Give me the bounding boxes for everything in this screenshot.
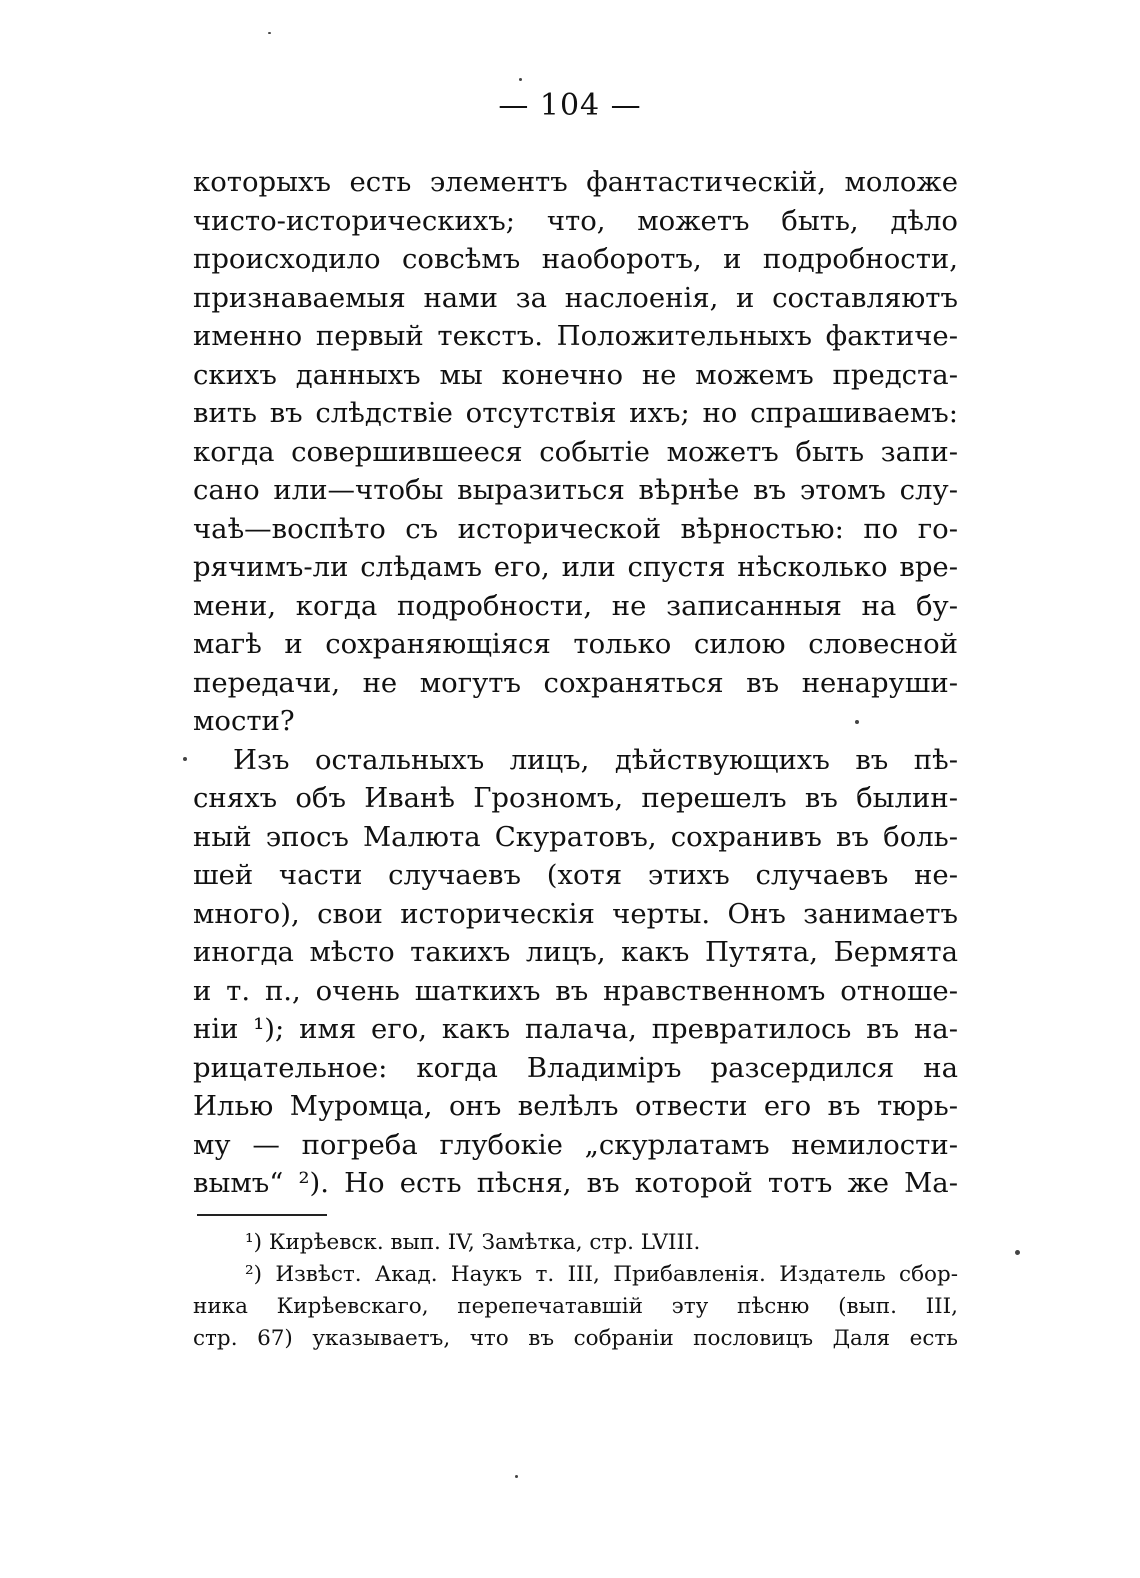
text-line: рицательное: когда Владиміръ разсердился на xyxy=(193,1051,958,1084)
paragraph-end-line: мости? xyxy=(193,705,295,737)
footnote-2: ²) Извѣст. Акад. Наукъ т. III, Прибавленія. Издатель сбор- xyxy=(245,1262,958,1287)
text-line: признаваемыя нами за наслоенія, и составляютъ xyxy=(193,281,958,314)
text-line: вить въ слѣдствіе отсутствія ихъ; но спрашиваемъ: xyxy=(193,397,958,429)
footnote-line: стр. 67) указываетъ, что въ собраніи пословицъ Даля есть xyxy=(193,1326,958,1351)
scan-speck xyxy=(183,757,187,761)
text-line: ніи ¹); имя его, какъ палача, превратилось въ на- xyxy=(193,1013,958,1045)
text-line: скихъ данныхъ мы конечно не можемъ предста- xyxy=(193,358,958,391)
text-line: чаѣ—воспѣто съ исторической вѣрностью: по го- xyxy=(193,512,958,545)
text-line: и т. п., очень шаткихъ въ нравственномъ отноше- xyxy=(193,974,958,1007)
text-line: мени, когда подробности, не записанныя на бу- xyxy=(193,589,958,622)
text-line: му — погреба глубокіе „скурлатамъ немилости- xyxy=(193,1128,958,1161)
text-line: иногда мѣсто такихъ лицъ, какъ Путята, Бермята xyxy=(193,936,958,968)
text-line: происходило совсѣмъ наоборотъ, и подробности, xyxy=(193,243,958,275)
main-text xyxy=(193,163,958,1203)
scan-speck xyxy=(519,78,522,81)
text-line: чисто-историческихъ; что, можетъ быть, дѣло xyxy=(193,204,958,237)
scan-speck xyxy=(268,32,271,34)
footnote-divider xyxy=(197,1214,327,1216)
text-line: шей части случаевъ (хотя этихъ случаевъ не- xyxy=(193,859,958,891)
text-line: именно первый текстъ. Положительныхъ фактиче- xyxy=(193,320,958,352)
footnote-1: ¹) Кирѣевск. вып. IV, Замѣтка, стр. LVIII. xyxy=(245,1230,701,1255)
text-line: сано или—чтобы выразиться вѣрнѣе въ этомъ слу- xyxy=(193,474,958,506)
paragraph-start-line: Изъ остальныхъ лицъ, дѣйствующихъ въ пѣ- xyxy=(233,743,958,776)
scan-speck xyxy=(1015,1250,1020,1255)
text-line: когда совершившееся событіе можетъ быть запи- xyxy=(193,435,958,468)
scan-speck xyxy=(515,1475,518,1478)
scan-speck xyxy=(855,720,859,724)
text-line: рячимъ-ли слѣдамъ его, или спустя нѣсколько вре- xyxy=(193,551,958,583)
text-line: которыхъ есть элементъ фантастическій, моложе xyxy=(193,166,958,198)
text-line: Илью Муромца, онъ велѣлъ отвести его въ тюрь- xyxy=(193,1090,958,1122)
page-number: — 104 — xyxy=(498,88,642,123)
text-line: магѣ и сохраняющіяся только силою словесной xyxy=(193,628,958,660)
text-line: вымъ“ ²). Но есть пѣсня, въ которой тотъ же Ма- xyxy=(193,1167,958,1199)
footnote-line: ника Кирѣевскаго, перепечатавшій эту пѣсню (вып. III, xyxy=(193,1294,958,1319)
text-line: сняхъ объ Иванѣ Грозномъ, перешелъ въ былин- xyxy=(193,782,958,814)
text-line: передачи, не могутъ сохраняться въ ненаруши- xyxy=(193,666,958,699)
text-line: много), свои историческія черты. Онъ занимаетъ xyxy=(193,897,958,930)
text-line: ный эпосъ Малюта Скуратовъ, сохранивъ въ боль- xyxy=(193,820,958,853)
footnotes xyxy=(193,1227,958,1355)
